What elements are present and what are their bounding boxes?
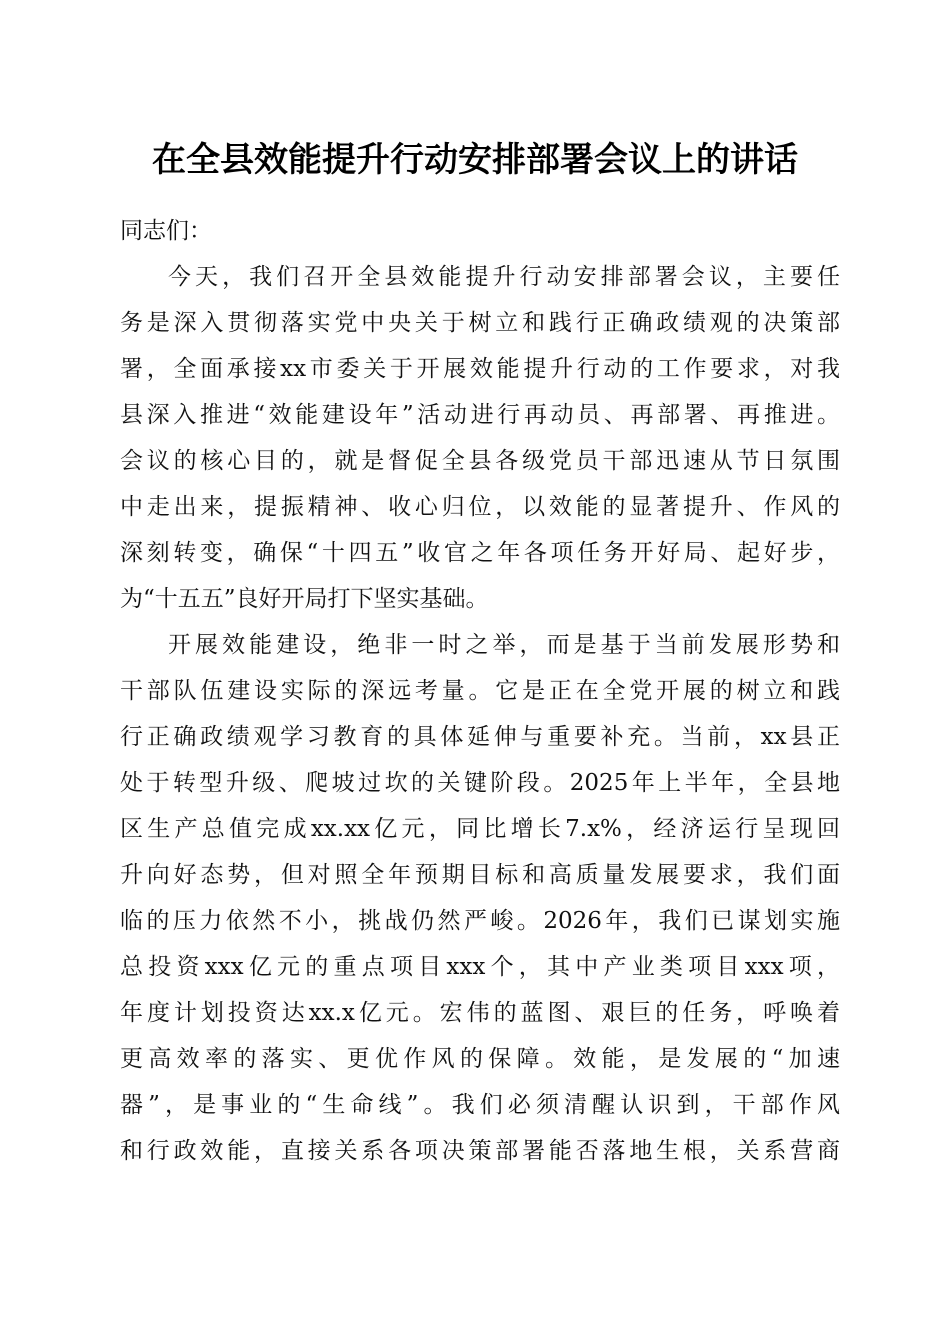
paragraph-line: 署，全面承接xx市委关于开展效能提升行动的工作要求，对我 xyxy=(120,356,840,382)
paragraph-line: 区生产总值完成xx.xx亿元，同比增长7.x%，经济运行呈现回 xyxy=(120,816,840,842)
paragraph-line: 总投资xxx亿元的重点项目xxx个，其中产业类项目xxx项， xyxy=(120,954,840,980)
paragraph-line: 临的压力依然不小，挑战仍然严峻。2026年，我们已谋划实施 xyxy=(120,908,840,934)
paragraph-line: 今天，我们召开全县效能提升行动安排部署会议，主要任 xyxy=(168,264,840,290)
paragraph-line: 干部队伍建设实际的深远考量。它是正在全党开展的树立和践 xyxy=(120,678,840,704)
paragraph-line: 器”，是事业的“生命线”。我们必须清醒认识到，干部作风 xyxy=(120,1092,840,1118)
paragraph-2 xyxy=(120,622,840,1174)
paragraph-line: 会议的核心目的，就是督促全县各级党员干部迅速从节日氛围 xyxy=(120,448,840,474)
paragraph-line: 县深入推进“效能建设年”活动进行再动员、再部署、再推进。 xyxy=(120,402,840,428)
paragraph-line: 更高效率的落实、更优作风的保障。效能，是发展的“加速 xyxy=(120,1046,840,1072)
paragraph-line: 为“十五五”良好开局打下坚实基础。 xyxy=(120,586,489,612)
salutation: 同志们： xyxy=(120,218,212,244)
document-body xyxy=(120,208,840,1174)
paragraph-line: 务是深入贯彻落实党中央关于树立和践行正确政绩观的决策部 xyxy=(120,310,840,336)
paragraph-1 xyxy=(120,254,840,622)
paragraph-line: 和行政效能，直接关系各项决策部署能否落地生根，关系营商 xyxy=(120,1138,840,1164)
paragraph-line: 中走出来，提振精神、收心归位，以效能的显著提升、作风的 xyxy=(120,494,840,520)
paragraph-line: 深刻转变，确保“十四五”收官之年各项任务开好局、起好步， xyxy=(120,540,840,566)
document-title: 在全县效能提升行动安排部署会议上的讲话 xyxy=(152,140,798,180)
paragraph-line: 升向好态势，但对照全年预期目标和高质量发展要求，我们面 xyxy=(120,862,840,888)
paragraph-line: 行正确政绩观学习教育的具体延伸与重要补充。当前，xx县正 xyxy=(120,724,840,750)
paragraph-line: 开展效能建设，绝非一时之举，而是基于当前发展形势和 xyxy=(168,632,840,658)
paragraph-line: 处于转型升级、爬坡过坎的关键阶段。2025年上半年，全县地 xyxy=(120,770,840,796)
paragraph-line: 年度计划投资达xx.x亿元。宏伟的蓝图、艰巨的任务，呼唤着 xyxy=(120,1000,840,1026)
